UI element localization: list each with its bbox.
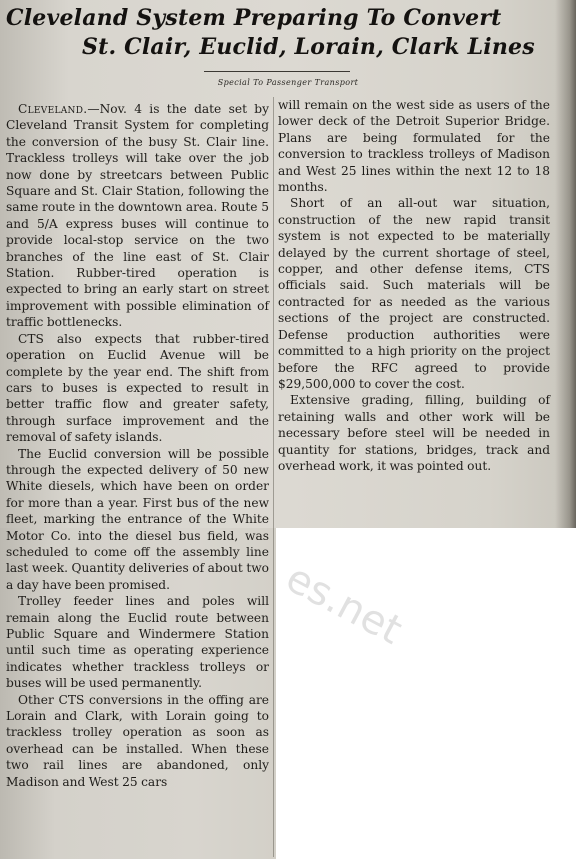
right-column: [278, 97, 550, 474]
dateline: Cleveland.: [18, 102, 88, 116]
headline-rule: [204, 71, 350, 72]
left-column: [6, 101, 269, 790]
paragraph-1-text: —Nov. 4 is the date set by Cleveland Transit System for completing the conversion of the busy St. Clair line. Trackless trolleys will take over the job now done by streetcars between Public Square and St. Clair Station, following the same route in the downtown area. Route 5 and 5/A express buses will continue to provide local-stop service on the two branches of the line east of St. Clair Station. Rubber-tired operation is expected to bring an early start on street improvement with possible elimination of traffic bottlenecks.: [6, 102, 269, 330]
paragraph-7: Short of an all-out war situation, construction of the new rapid transit system is not expected to be materially delayed by the current shortage of steel, copper, and other defense items, CTS officials said. Such materials will be contracted for as needed as the various sections of the project are constructed. Defense production authorities were committed to a high priority on the project before the RFC agreed to provide $29,500,000 to cover the cost.: [278, 196, 550, 391]
column-divider: [273, 97, 274, 857]
paragraph-2: CTS also expects that rubber-tired operation on Euclid Avenue will be complete by the year end. The shift from cars to buses is expected to result in better traffic flow and greater safety, through surface improvement and the removal of safety islands.: [6, 331, 269, 445]
paragraph-4: Trolley feeder lines and poles will remain along the Euclid route between Public Square and Windermere Station until such time as operating experience indicates whether trackless trolleys or buses will be used permanently.: [6, 594, 269, 691]
paragraph-6: will remain on the west side as users of the lower deck of the Detroit Superior Bridge. Plans are being formulated for the conversion to trackless trolleys of Madison and West 25 lines within the next 12 to 18 months.: [278, 98, 550, 195]
headline: [0, 4, 576, 62]
paragraph-1: [6, 101, 269, 331]
watermark: es.net: [278, 555, 410, 654]
paragraph-5: Other CTS conversions in the offing are Lorain and Clark, with Lorain going to trackless trolley operation as soon as overhead can be installed. When these two rail lines are abandoned, only Madison and West 25 cars: [6, 692, 269, 789]
byline-credit: Special To Passenger Transport: [217, 78, 359, 87]
paragraph-3: The Euclid conversion will be possible through the expected delivery of 50 new White diesels, which have been on order for more than a year. First bus of the new fleet, marking the entrance of the White Motor Co. into the diesel bus field, was scheduled to come off the assembly line last week. Quantity deliveries of about two a day have been promised.: [6, 446, 269, 592]
paragraph-8: Extensive grading, filling, building of retaining walls and other work will be necessary before steel will be needed in quantity for stations, bridges, track and overhead work, it was pointed out.: [278, 393, 550, 473]
headline-line-2: St. Clair, Euclid, Lorain, Clark Lines: [82, 34, 535, 60]
headline-line-1: Cleveland System Preparing To Convert: [6, 5, 502, 31]
